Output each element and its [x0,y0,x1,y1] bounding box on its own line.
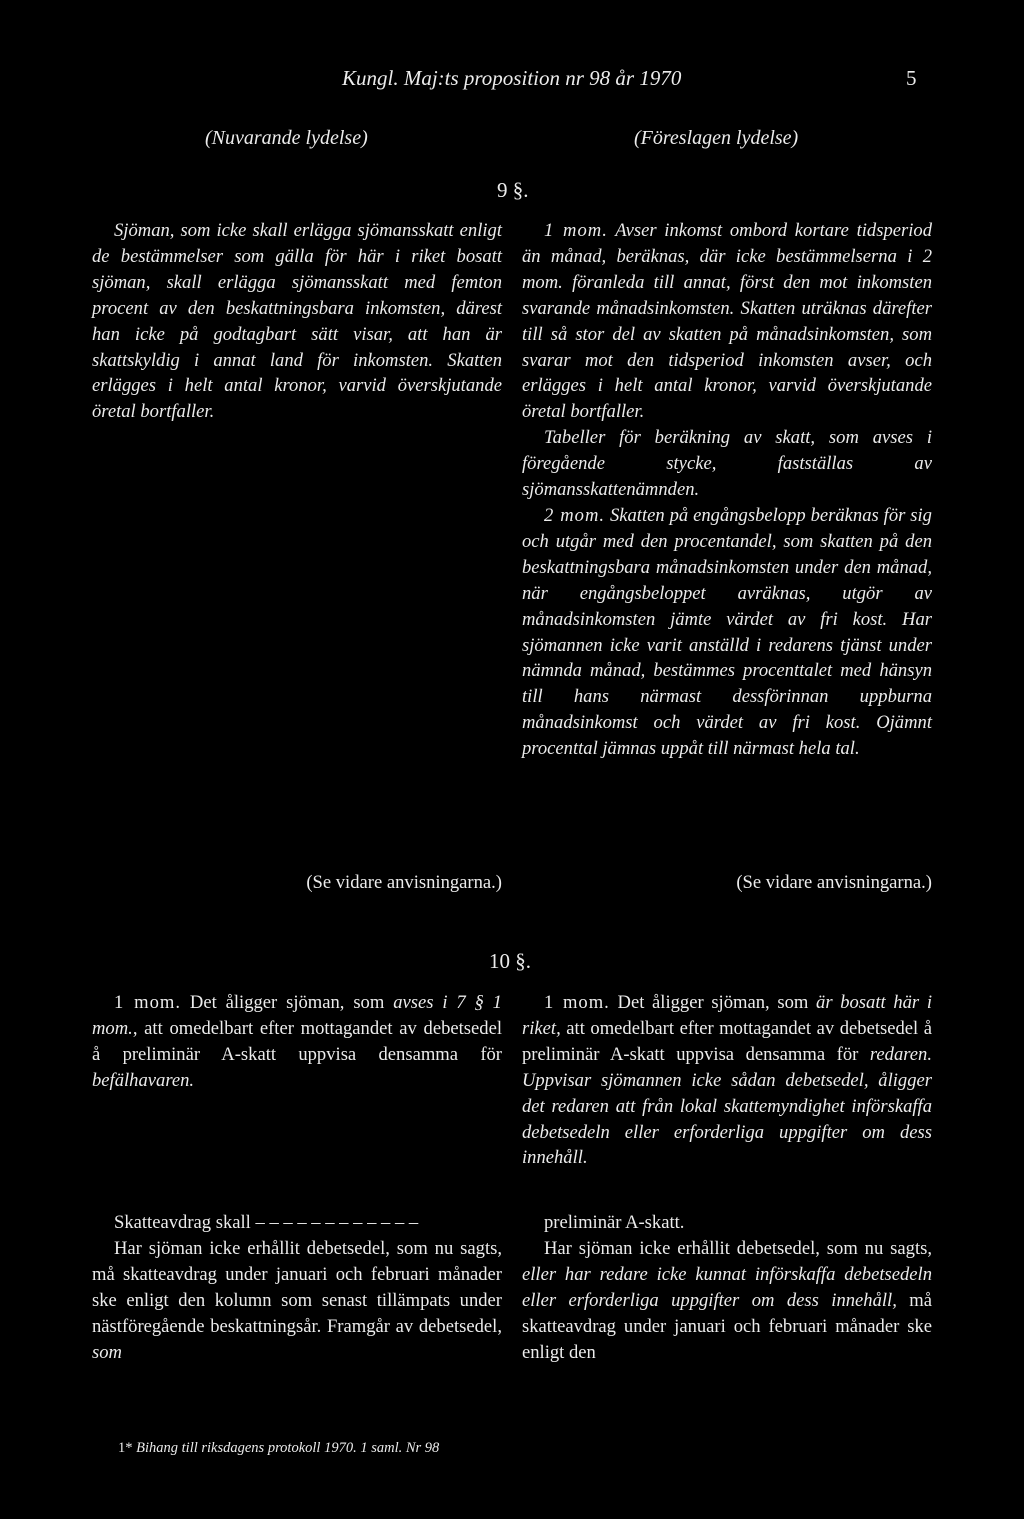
sec10-left-column-lower [92,1210,502,1365]
page-number: 5 [906,66,917,90]
har-sjoman-right-c: må skatteavdrag under januari och februari månader ske enligt den [522,1289,932,1363]
mom1-label: 1 mom. [544,220,608,241]
sec10-right-har-sjoman [522,1236,932,1366]
sec10-left-har-sjoman [92,1236,502,1366]
sec10-left-text-b: avses i 7 § 1 mom. [92,992,502,1039]
footnote-mark: 1* [118,1440,133,1456]
sec10-right-mom1 [522,990,932,1171]
mom2-text: Skatten på engångsbelopp beräknas för sig och utgår med den procentandel, som skatten på den beskattningsbara månadsinkomsten under den månad, när engångsbeloppet avräknas, utgör av månadsinkomsten jämte värdet av fri kost. Har sjömannen icke varit anställd i redarens tjänst under nämnda månad, bestämmes procenttalet med hänsyn till hans närmast dessförinnan uppburna månadsinkomst och värdet av fri kost. Ojämnt procenttal jämnas uppåt till närmast hela tal. [522,504,932,760]
footnote-text: Bihang till riksdagens protokoll 1970. 1 saml. Nr 98 [136,1440,440,1456]
mom1-text: Avser inkomst ombord kortare tidsperiod än månad, beräknas, där icke bestämmelserna i 2 mom. föranleda till annat, först den mot inkomsten svarande månadsinkomsten. Skatten uträknas därefter till så stor del av skatten på månadsinkomsten, som svarar mot den tidsperiod inkomsten avser, och erlägges i helt antal kronor, varvid överskjutande öretal bortfaller. [522,220,932,423]
sec10-right-mom-label: 1 mom. [544,992,610,1013]
section-10-heading: 10 §. [489,949,531,973]
sec9-right-column [522,218,932,762]
running-title: Kungl. Maj:ts proposition nr 98 år 1970 [342,66,682,90]
sec9-left-note: (Se vidare anvisningarna.) [306,872,502,893]
left-column-heading: (Nuvarande lydelse) [205,127,368,149]
omission-dashes: – – – – – – – – – – – – [255,1212,419,1233]
har-sjoman-right-a: Har sjöman icke erhållit debetsedel, som nu sagts, [544,1237,932,1259]
footnote [118,1440,439,1457]
sec10-right-text-c: att omedelbart efter mottagandet av debetsedel å preliminär A-skatt uppvisa densamma för [522,1017,932,1065]
sec10-right-text-a: Det åligger sjöman, som [617,992,809,1013]
sec10-right-text-d: redaren. [869,1043,932,1065]
right-column-heading: (Föreslagen lydelse) [634,127,799,149]
mom2-label: 2 mom. [544,504,606,526]
skatteavdrag-text: Skatteavdrag skall [114,1212,251,1233]
har-sjoman-tail: som [92,1341,122,1363]
sec10-right-text-e: Uppvisar sjömannen icke sådan debetsedel, åligger det redaren att från lokal skattemyndighet införskaffa debetsedeln eller erforderliga uppgifter om dess innehåll. [522,1069,932,1169]
sec9-right-note: (Se vidare anvisningarna.) [736,872,932,893]
sec10-left-text-c: , att omedelbart efter mottagandet av debetsedel å preliminär A-skatt uppvisa densamma för [92,1017,502,1065]
har-sjoman-text: Har sjöman icke erhållit debetsedel, som nu sagts, må skatteavdrag under januari och februari månader ske enligt den kolumn som senast tillämpats under nästföregående beskattningsår. Framgår av debetsedel, [92,1237,502,1337]
sec10-left-skatteavdrag [92,1210,502,1236]
sec9-right-mom2 [522,503,932,762]
sec10-right-column [522,990,932,1171]
sec10-right-text-b: är bosatt här i riket, [522,992,932,1039]
sec9-left-column [92,218,502,425]
sec10-right-column-lower [522,1210,932,1365]
sec10-left-text-d: befälhavaren. [92,1069,195,1091]
sec9-right-tabeller: Tabeller för beräkning av skatt, som avses i föregående stycke, fastställas av sjömansskattenämnden. [522,427,932,501]
section-9-heading: 9 §. [497,178,529,202]
sec10-left-text-a: Det åligger sjöman, som [189,992,385,1013]
sec10-left-column [92,990,502,1094]
sec10-right-preliminar: preliminär A-skatt. [544,1212,685,1233]
sec9-right-mom1 [522,218,932,425]
har-sjoman-right-b: eller har redare icke kunnat införskaffa debetsedeln eller erforderliga uppgifter om dess innehåll, [522,1263,932,1311]
sec10-left-mom1 [92,990,502,1094]
sec9-left-paragraph: Sjöman, som icke skall erlägga sjömansskatt enligt de bestämmelser som gälla för här i riket bosatt sjöman, skall erlägga sjömansskatt med femton procent av den beskattningsbara inkomsten, därest han icke på godtagbart sätt visar, att han är skattskyldig i annat land för inkomsten. Skatten erlägges i helt antal kronor, varvid överskjutande öretal bortfaller. [92,220,502,423]
sec10-left-mom-label: 1 mom. [114,992,182,1013]
